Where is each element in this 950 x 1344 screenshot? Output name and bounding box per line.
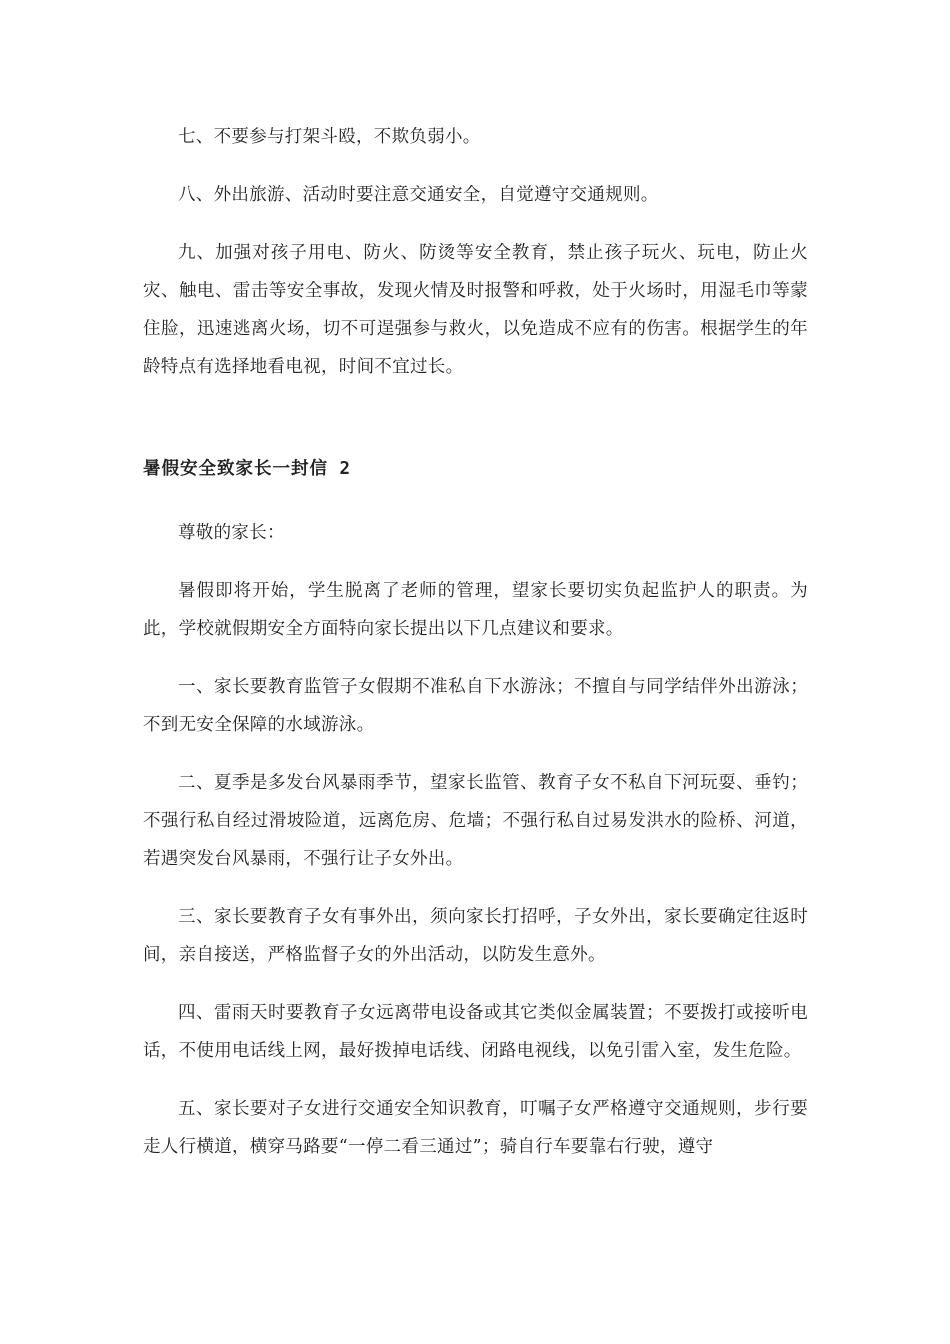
section-title: 暑假安全致家长一封信 2 — [143, 459, 352, 479]
paragraph-item-8: 八、外出旅游、活动时要注意交通安全，自觉遵守交通规则。 — [178, 185, 659, 205]
letter-intro: 暑假即将开始，学生脱离了老师的管理，望家长要切实负起监护人的职责。为此，学校就假期安全方面特向家长提出以下几点建议和要求。 — [143, 581, 808, 639]
letter-item-1: 一、家长要教育监管子女假期不准私自下水游泳；不擅自与同学结伴外出游泳；不到无安全保障的水域游泳。 — [143, 677, 808, 735]
paragraph-item-9: 九、加强对孩子用电、防火、防烫等安全教育，禁止孩子玩火、玩电，防止火灾、触电、雷击等安全事故，发现火情及时报警和呼救，处于火场时，用湿毛巾等蒙住脸，迅速逃离火场，切不可逞强参与救火，以免造成不应有的伤害。根据学生的年龄特点有选择地看电视，时间不宜过长。 — [143, 243, 808, 377]
letter-item-3: 三、家长要教育子女有事外出，须向家长打招呼，子女外出，家长要确定往返时间，亲自接送，严格监督子女的外出活动，以防发生意外。 — [143, 907, 808, 965]
letter-salutation: 尊敬的家长： — [178, 523, 285, 543]
letter-item-5: 五、家长要对子女进行交通安全知识教育，叮嘱子女严格遵守交通规则，步行要走人行横道，横穿马路要“一停二看三通过”；骑自行车要靠右行驶，遵守 — [143, 1099, 808, 1157]
letter-item-2: 二、夏季是多发台风暴雨季节，望家长监管、教育子女不私自下河玩耍、垂钓；不强行私自经过滑坡险道，远离危房、危墙；不强行私自过易发洪水的险桥、河道，若遇突发台风暴雨，不强行让子女外出。 — [143, 773, 808, 869]
paragraph-item-7: 七、不要参与打架斗殴，不欺负弱小。 — [178, 127, 481, 147]
letter-item-4: 四、雷雨天时要教育子女远离带电设备或其它类似金属装置；不要拨打或接听电话，不使用电话线上网，最好拨掉电话线、闭路电视线，以免引雷入室，发生危险。 — [143, 1003, 808, 1061]
document-body — [143, 118, 808, 1186]
